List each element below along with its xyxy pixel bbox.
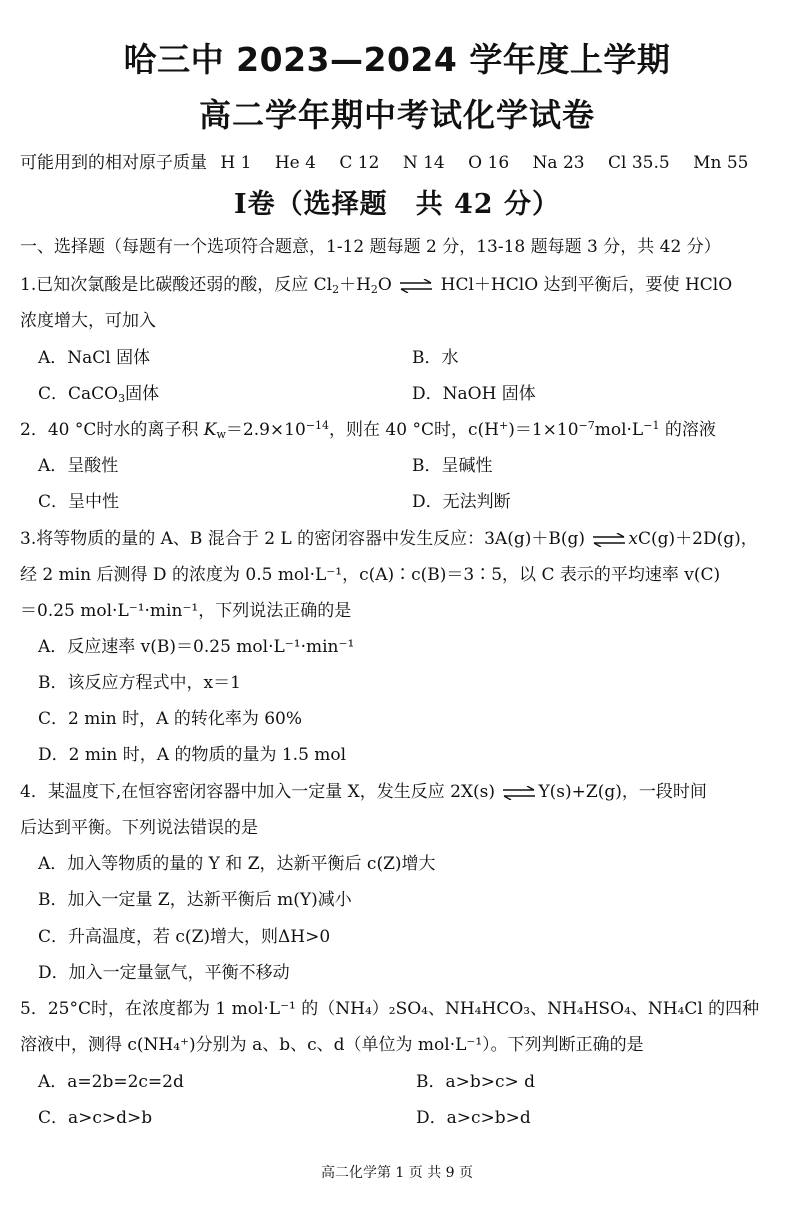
q5-option-c: C．a>c>d>b	[38, 1108, 153, 1128]
question-1-line1: 1.已知次氯酸是比碳酸还弱的酸，反应 $Cl_2+H_2O$ HCl＋HClO 达到平衡后，要使 HClO	[20, 275, 733, 296]
q2-text-d: )＝1×10	[508, 420, 579, 440]
atomic-masses	[20, 148, 749, 173]
q2-exp3: −1	[643, 419, 660, 432]
equilibrium-arrow-icon	[399, 279, 433, 293]
instructions: 一、选择题（每题有一个选项符合题意，1-12 题每题 2 分，13-18 题每题 3 分，共 42 分）	[20, 237, 721, 257]
q4-text-a: 4．某温度下,在恒容密闭容器中加入一定量 X，发生反应 2X(s)	[20, 782, 496, 802]
atomic-mass-item: Mn 55	[693, 153, 749, 173]
q4-option-c: C．升高温度，若 c(Z)增大，则ΔH>0	[38, 927, 331, 947]
q1-option-c: C．CaCO$_3$固体	[38, 384, 160, 405]
q1-text-d: HCl＋HClO 达到平衡后，要使 HClO	[440, 275, 733, 295]
q2-option-b: B．呈碱性	[412, 456, 493, 476]
atomic-mass-item: He 4	[274, 153, 316, 173]
equilibrium-arrow-icon	[502, 786, 536, 800]
atomic-mass-item: C 12	[339, 153, 380, 173]
q4-text-b: Y(s)+Z(g)，一段时间	[538, 782, 707, 802]
q2-option-d: D．无法判断	[412, 492, 511, 512]
q2-kw: K	[203, 420, 217, 440]
q1-option-b: B．水	[412, 348, 459, 368]
q1-text-b: ＋H	[339, 275, 371, 295]
question-1-line2: 浓度增大，可加入	[20, 311, 156, 331]
q4-option-a: A．加入等物质的量的 Y 和 Z，达新平衡后 c(Z)增大	[38, 854, 436, 874]
question-4-line2: 后达到平衡。下列说法错误的是	[20, 818, 258, 838]
q3-option-b: B．该反应方程式中，x＝1	[38, 673, 241, 693]
atomic-mass-item: Na 23	[532, 153, 585, 173]
question-3-line1: 3.将等物质的量的 A、B 混合于 2 L 的密闭容器中发生反应：3A(g)＋B(g) xC(g)＋2D(g)，	[20, 529, 758, 549]
question-3-line3: ＝0.25 mol·L⁻¹·min⁻¹，下列说法正确的是	[20, 601, 352, 621]
exam-title-line2: 高二学年期中考试化学试卷	[198, 96, 595, 134]
atomic-mass-item: O 16	[468, 153, 510, 173]
q2-option-a: A．呈酸性	[38, 456, 119, 476]
q1-text-a: 1.已知次氯酸是比碳酸还弱的酸，反应 Cl	[20, 275, 333, 295]
q4-option-b: B．加入一定量 Z，达新平衡后 m(Y)减小	[38, 890, 352, 910]
q1-option-c-text: C．CaCO	[38, 384, 119, 404]
atomic-mass-item: Cl 35.5	[608, 153, 670, 173]
question-5-line2: 溶液中，测得 c(NH₄⁺)分别为 a、b、c、d（单位为 mol·L⁻¹）。下列判断正确的是	[20, 1035, 644, 1055]
q2-text-a: 2．40 °C时水的离子积	[20, 420, 204, 440]
equilibrium-arrow-icon	[592, 533, 626, 547]
q2-plus: +	[498, 419, 509, 432]
q5-option-d: D．a>c>b>d	[416, 1108, 531, 1128]
q3-text-b: C(g)＋2D(g)，	[638, 529, 758, 549]
page-footer: 高二化学第 1 页 共 9 页	[320, 1165, 474, 1181]
question-3-line2: 经 2 min 后测得 D 的浓度为 0.5 mol·L⁻¹，c(A)∶c(B)＝3∶5，以 C 表示的平均速率 v(C)	[20, 565, 721, 585]
q2-kw-sub: w	[216, 428, 226, 441]
question-2	[20, 415, 716, 440]
q2-text-c: ，则在 40 °C时，c(H	[329, 420, 499, 440]
q1-option-c-suffix: 固体	[125, 384, 160, 404]
exam-title-line1: 哈三中 2023—2024 学年度上学期	[123, 40, 671, 79]
q5-option-b: B．a>b>c> d	[416, 1072, 536, 1092]
section-title: I卷（选择题 共 42 分）	[233, 189, 560, 220]
q5-option-a: A．a=2b=2c=2d	[38, 1072, 184, 1092]
q2-text-f: 的溶液	[659, 420, 716, 440]
question-4-line1	[20, 777, 707, 802]
q2-exp1: −14	[305, 419, 330, 432]
q1-option-a: A．NaCl 固体	[38, 348, 151, 368]
q3-text-a: 3.将等物质的量的 A、B 混合于 2 L 的密闭容器中发生反应：3A(g)＋B(g)	[20, 529, 585, 549]
q2-text-e: mol·L	[594, 420, 644, 440]
q1-option-d: D．NaOH 固体	[412, 384, 536, 404]
question-5-line1: 5．25°C时，在浓度都为 1 mol·L⁻¹ 的（NH₄）₂SO₄、NH₄HCO₃、NH₄HSO₄、NH₄Cl 的四种	[20, 999, 760, 1019]
atomic-mass-item: H 1	[220, 153, 252, 173]
q1-text-c: O	[377, 275, 392, 295]
q3-option-c: C．2 min 时，A 的转化率为 60%	[38, 709, 303, 729]
atomic-mass-item: N 14	[402, 153, 445, 173]
q3-option-a: A．反应速率 v(B)＝0.25 mol·L⁻¹·min⁻¹	[38, 637, 355, 657]
q2-text-b: ＝2.9×10	[225, 420, 306, 440]
q4-option-d: D．加入一定量氩气，平衡不移动	[38, 963, 290, 983]
q2-option-c: C．呈中性	[38, 492, 120, 512]
q3-option-d: D．2 min 时，A 的物质的量为 1.5 mol	[38, 745, 347, 765]
atomic-masses-label: 可能用到的相对原子质量	[20, 153, 207, 173]
q2-exp2: −7	[578, 419, 595, 432]
